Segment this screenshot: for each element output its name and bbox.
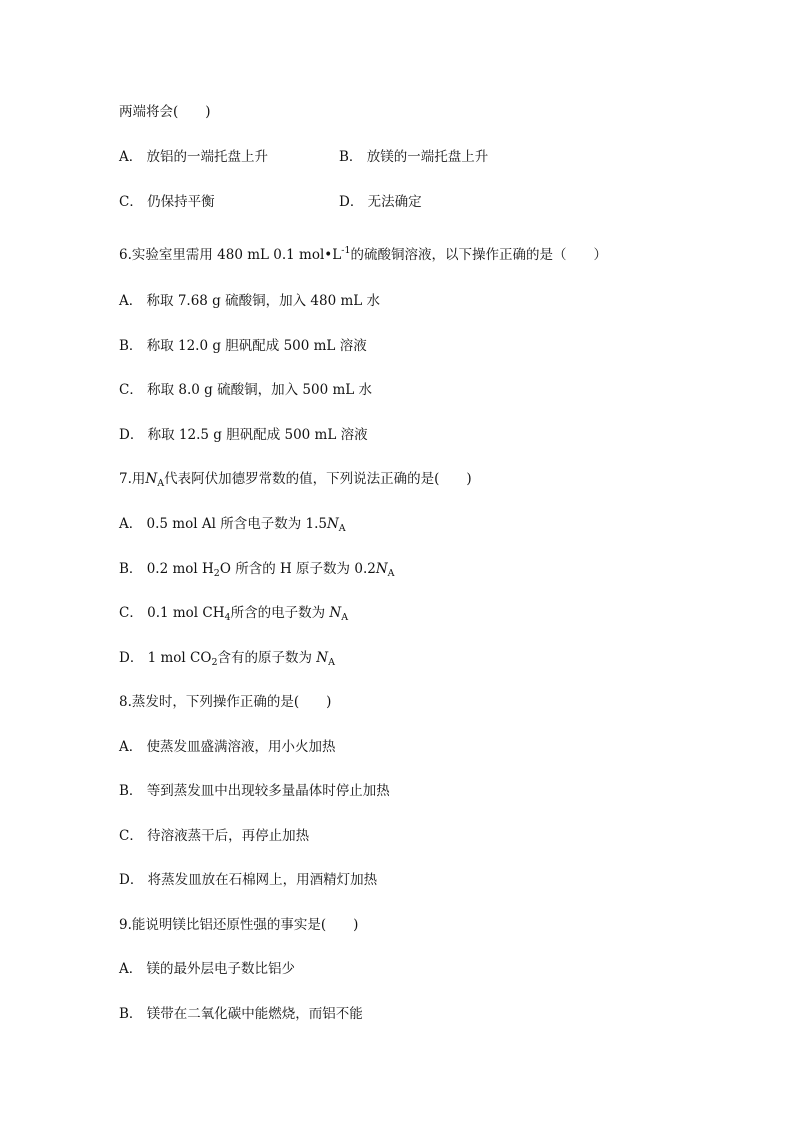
q8-option-c: C． 待溶液蒸干后，再停止加热 — [119, 828, 310, 844]
q6-stem: 6.实验室里需用 480 mL 0.1 $mol•L^{-1}$的硫酸铜溶液，以下操作正确的是（ ） — [119, 245, 607, 263]
q9-stem: 9.能说明镁比铝还原性强的事实是( ) — [119, 917, 359, 933]
q8-option-a: A． 使蒸发皿盛满溶液，用小火加热 — [119, 739, 336, 755]
q6-option-c: C． 称取 8.0 g 硫酸铜，加入 500 mL 水 — [119, 382, 373, 398]
q7-stem: 7.用$N_A$代表阿伏加德罗常数的值，下列说法正确的是( ) — [119, 471, 472, 489]
q7-option-c: C． 0.1 mol $CH_4$所含的电子数为 $N_A$ — [119, 605, 349, 623]
q5-options-row-1 — [119, 148, 679, 166]
q6-option-d: D． 称取 12.5 g 胆矾配成 500 mL 溶液 — [119, 427, 368, 443]
q9-option-a: A． 镁的最外层电子数比铝少 — [119, 961, 296, 977]
q7-option-d: D． 1 mol $CO_2$含有的原子数为 $N_A$ — [119, 650, 335, 668]
q7-option-a: A． 0.5 mol Al 所含电子数为 $1.5N_A$ — [119, 516, 346, 534]
q5-option-c: C． 仍保持平衡 — [119, 194, 215, 210]
q9-option-b: B． 镁带在二氧化碳中能燃烧，而铝不能 — [119, 1006, 363, 1022]
q6-option-b: B． 称取 12.0 g 胆矾配成 500 mL 溶液 — [119, 338, 367, 354]
q6-option-a: A． 称取 7.68 g 硫酸铜，加入 480 mL 水 — [119, 293, 381, 309]
q7-option-b: B． 0.2 mol $H_2O$ 所含的 H 原子数为 $0.2N_A$ — [119, 561, 395, 579]
q5-continuation: 两端将会( ) — [119, 104, 211, 120]
q5-options-row-2 — [119, 193, 679, 211]
q5-option-d: D． 无法确定 — [339, 194, 422, 210]
q5-option-a: A． 放铝的一端托盘上升 — [119, 149, 269, 165]
q8-option-b: B． 等到蒸发皿中出现较多量晶体时停止加热 — [119, 783, 390, 799]
q5-option-b: B． 放镁的一端托盘上升 — [339, 149, 489, 165]
q8-option-d: D． 将蒸发皿放在石棉网上，用酒精灯加热 — [119, 872, 378, 888]
q8-stem: 8.蒸发时，下列操作正确的是( ) — [119, 694, 332, 710]
